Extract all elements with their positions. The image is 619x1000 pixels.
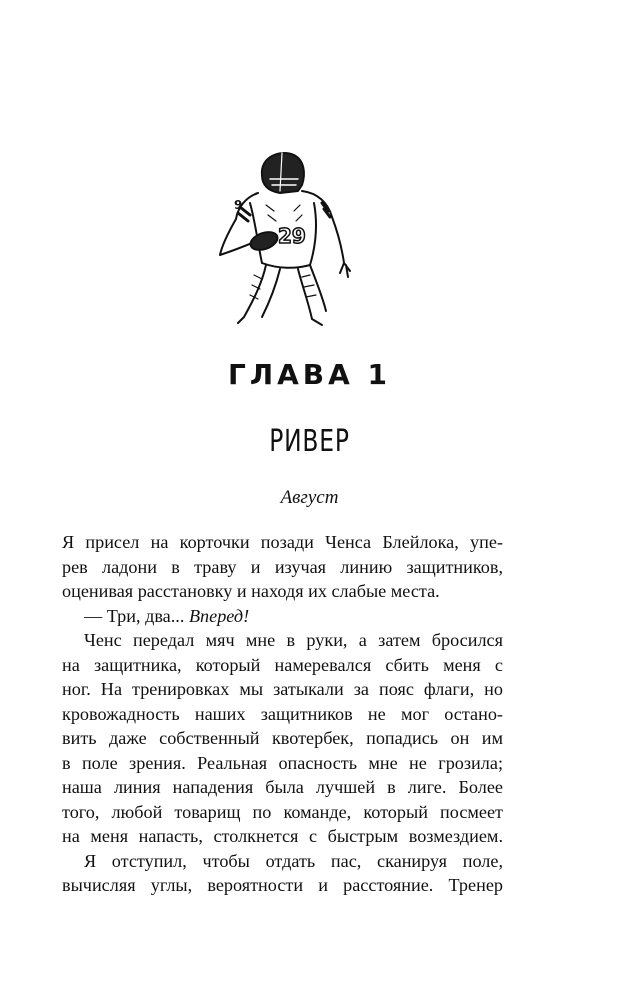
text-line: того, любой товарищ по команде, который посмеет <box>62 801 503 822</box>
svg-text:9: 9 <box>234 198 243 212</box>
chapter-name: РИВЕР <box>269 424 350 459</box>
text-line: рев ладони в траву и изучая линию защитников, <box>62 556 503 577</box>
text-line: оценивая расстановку и находя их слабые места. <box>62 581 440 601</box>
text-line: Я присел на корточки позади Ченса Блейлока, упе- <box>62 532 503 552</box>
text-line: кровожадность наших защитников не мог остано- <box>62 703 503 724</box>
text-line: на защитника, который намеревался сбить меня с <box>62 654 503 675</box>
chapter-title: ГЛАВА 1 <box>227 358 391 391</box>
svg-text:29: 29 <box>278 224 306 248</box>
dialogue-prefix: — Три, два... <box>84 605 189 626</box>
text-line: ног. На тренировках мы затыкали за пояс флаги, но <box>62 679 503 699</box>
text-line: на меня напасть, столкнется с быстрым возмездием. <box>62 826 503 846</box>
dialogue-emphasis: Вперед! <box>188 605 250 626</box>
text-line: вычисляя углы, вероятности и расстояние. Тренер <box>62 875 503 895</box>
chapter-date: Август <box>280 487 339 508</box>
text-line: Ченс передал мяч мне в руки, а затем бросился <box>84 630 503 650</box>
text-line: Я отступил, чтобы отдать пас, сканируя поле, <box>84 850 503 871</box>
text-line: вить даже собственный квотербек, попадись он им <box>62 728 503 748</box>
dialogue-line <box>62 604 503 629</box>
text-line: в поле зрения. Реальная опасность мне не грозила; <box>62 752 503 773</box>
text-line: наша линия нападения была лучшей в лиге. Более <box>62 777 503 797</box>
football-player-illustration <box>210 145 360 330</box>
body-text <box>62 530 503 898</box>
